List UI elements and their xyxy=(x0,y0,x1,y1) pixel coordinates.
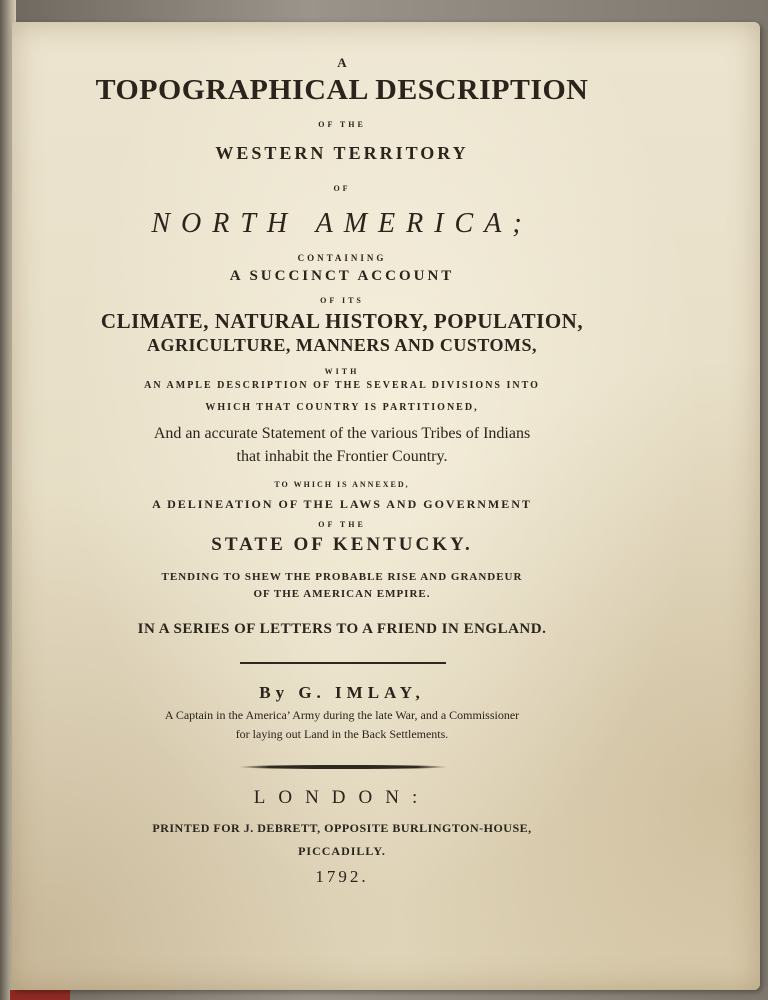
delineation: A DELINEATION OF THE LAWS AND GOVERNMENT xyxy=(152,497,532,511)
tending-2: OF THE AMERICAN EMPIRE. xyxy=(253,588,431,600)
climate-line: CLIMATE, NATURAL HISTORY, POPULATION, xyxy=(100,309,584,333)
series-line: IN A SERIES OF LETTERS TO A FRIEND IN ENGLAND. xyxy=(137,621,547,637)
ample-line-1: AN AMPLE DESCRIPTION OF THE SEVERAL DIVISIONS INTO xyxy=(144,380,540,391)
divider-rule-1 xyxy=(240,662,446,664)
tribes-line-1: And an accurate Statement of the various Tribes of Indians xyxy=(153,425,531,442)
tribes-line-2: that inhabit the Frontier Country. xyxy=(236,448,448,465)
agriculture-line: AGRICULTURE, MANNERS AND CUSTOMS, xyxy=(146,335,538,355)
to-which: TO WHICH IS ANNEXED, xyxy=(274,480,410,489)
london: LONDON: xyxy=(253,787,431,808)
western-territory: WESTERN TERRITORY xyxy=(215,143,469,163)
piccadilly: PICCADILLY. xyxy=(298,844,386,858)
of-the-2: OF THE xyxy=(318,520,366,529)
succinct-account: A SUCCINCT ACCOUNT xyxy=(229,268,455,284)
captain-line-1: A Captain in the America’ Army during the late War, and a Commissioner xyxy=(164,708,520,722)
of-the-1: OF THE xyxy=(318,120,366,129)
tending-1: TENDING TO SHEW THE PROBABLE RISE AND GRANDEUR xyxy=(161,571,523,583)
printed-line: PRINTED FOR J. DEBRETT, OPPOSITE BURLINGTON-HOUSE, xyxy=(152,821,532,835)
title-main: TOPOGRAPHICAL DESCRIPTION xyxy=(95,74,589,106)
author-line: By G. IMLAY, xyxy=(259,683,425,702)
of-1: OF xyxy=(333,184,351,193)
with: WITH xyxy=(324,367,360,376)
of-its: OF ITS xyxy=(320,296,364,305)
captain-line-2: for laying out Land in the Back Settlements. xyxy=(235,727,449,741)
divider-rule-2 xyxy=(238,765,448,769)
kentucky: STATE OF KENTUCKY. xyxy=(211,534,473,555)
containing: CONTAINING xyxy=(297,253,387,263)
year: 1792. xyxy=(315,867,369,886)
north-america: NORTH AMERICA; xyxy=(151,208,533,239)
title-article: A xyxy=(337,55,347,70)
title-page xyxy=(12,22,760,990)
cover-edge xyxy=(10,990,70,1000)
ample-line-2: WHICH THAT COUNTRY IS PARTITIONED, xyxy=(205,402,479,413)
